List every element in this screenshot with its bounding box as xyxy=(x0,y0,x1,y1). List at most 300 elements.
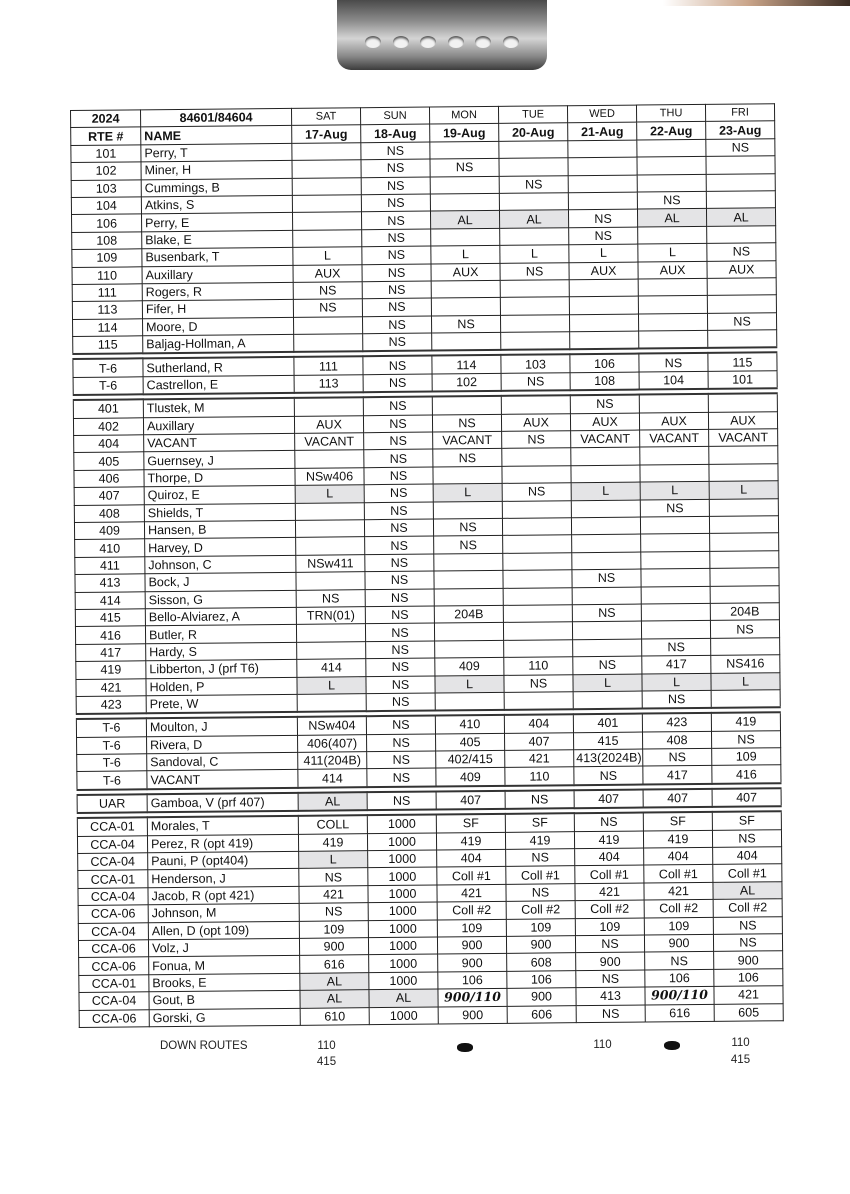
cell-mon: VACANT xyxy=(433,431,502,449)
cell-sat: L xyxy=(293,247,362,265)
cell-wed: 109 xyxy=(575,918,644,936)
carrier-name: Baljag-Hollman, A xyxy=(143,334,294,353)
carrier-name: Perry, T xyxy=(141,143,292,162)
cell-thu: 407 xyxy=(643,789,712,808)
cell-sat xyxy=(293,316,362,334)
cell-sat xyxy=(297,641,366,659)
cell-fri: 900 xyxy=(714,951,783,969)
cell-thu: L xyxy=(638,244,707,262)
cell-tue: 900 xyxy=(506,936,575,954)
cell-fri: AL xyxy=(706,208,775,226)
cell-sat xyxy=(292,177,361,195)
cell-sun: NS xyxy=(362,281,431,299)
cell-fri: NS xyxy=(707,312,776,330)
route-number: T-6 xyxy=(77,736,147,754)
cell-mon: Coll #2 xyxy=(437,902,506,920)
cell-fri: NS416 xyxy=(711,655,780,673)
cell-wed: NS xyxy=(574,766,643,785)
cell-sun: NS xyxy=(367,791,436,810)
cell-fri: 404 xyxy=(713,847,782,865)
cell-fri xyxy=(707,295,776,313)
cell-thu: 900/110 xyxy=(645,986,714,1004)
cell-tue xyxy=(503,587,572,605)
carrier-name: Gout, B xyxy=(149,990,300,1009)
cell-tue xyxy=(503,570,572,588)
cell-wed: 106 xyxy=(570,354,639,373)
cell-fri: 605 xyxy=(714,1003,783,1021)
cell-sat xyxy=(296,537,365,555)
cell-thu: L xyxy=(642,673,711,691)
carrier-name: Moore, D xyxy=(143,317,294,336)
cell-wed: AUX xyxy=(569,262,638,280)
carrier-name: Fifer, H xyxy=(142,300,293,319)
header-day-wed: WED xyxy=(567,105,636,123)
cell-tue xyxy=(502,466,571,484)
carrier-name: Libberton, J (prf T6) xyxy=(146,659,297,678)
route-number: UAR xyxy=(77,794,147,813)
carrier-name: Sisson, G xyxy=(145,590,296,609)
cell-tue xyxy=(503,535,572,553)
header-day-tue: TUE xyxy=(498,106,567,124)
cell-wed: NS xyxy=(570,395,639,414)
route-number: T-6 xyxy=(77,754,147,772)
route-number: 102 xyxy=(71,162,141,180)
cell-tue xyxy=(499,141,568,159)
cell-sun: 1000 xyxy=(368,885,437,903)
cell-mon: 106 xyxy=(438,971,507,989)
cell-sat: NS xyxy=(293,299,362,317)
cell-sun: NS xyxy=(366,676,435,694)
cell-thu: L xyxy=(640,482,709,500)
route-number: 423 xyxy=(76,696,146,715)
cell-wed xyxy=(569,279,638,297)
cell-thu: AL xyxy=(637,209,706,227)
header-date-tue: 20-Aug xyxy=(499,123,568,141)
cell-sun: 1000 xyxy=(369,954,438,972)
cell-sat: 616 xyxy=(300,955,369,973)
cell-mon: 409 xyxy=(436,768,505,787)
cell-thu: Coll #1 xyxy=(644,865,713,883)
cell-wed: 415 xyxy=(573,732,642,750)
cell-fri: 416 xyxy=(712,765,781,784)
carrier-name: Hansen, B xyxy=(144,520,295,539)
cell-sun: 1000 xyxy=(368,850,437,868)
cell-fri: 407 xyxy=(712,788,781,807)
carrier-name: Guernsey, J xyxy=(144,451,295,470)
cell-tue: AL xyxy=(499,210,568,228)
cell-sun: NS xyxy=(363,397,432,416)
cell-fri xyxy=(709,498,778,516)
cell-mon: NS xyxy=(434,536,503,554)
route-number: 415 xyxy=(75,609,145,627)
cell-mon: 114 xyxy=(432,355,501,374)
header-date-sun: 18-Aug xyxy=(361,124,430,142)
header-rte-label: RTE # xyxy=(71,127,141,145)
header-zips: 84601/84604 xyxy=(141,108,292,127)
cell-fri: AL xyxy=(713,881,782,899)
cell-sun: 1000 xyxy=(368,920,437,938)
cell-sun: 1000 xyxy=(367,815,436,834)
route-number: 408 xyxy=(74,504,144,522)
cell-tue: 110 xyxy=(505,767,574,786)
cell-fri xyxy=(707,225,776,243)
route-number: 404 xyxy=(74,435,144,453)
carrier-name: Morales, T xyxy=(147,816,298,835)
route-number: 115 xyxy=(73,336,143,355)
cell-sat: 406(407) xyxy=(298,734,367,752)
cell-wed: L xyxy=(573,674,642,692)
cell-wed: NS xyxy=(572,604,641,622)
cell-thu: 900 xyxy=(644,934,713,952)
cell-fri: NS xyxy=(707,243,776,261)
cell-tue: NS xyxy=(506,883,575,901)
cell-fri: SF xyxy=(712,811,781,830)
carrier-name: Fonua, M xyxy=(149,956,300,975)
cell-fri: 204B xyxy=(710,603,779,621)
cell-sat xyxy=(296,624,365,642)
cell-fri xyxy=(709,446,778,464)
cell-fri: 101 xyxy=(708,371,777,390)
cell-fri: AUX xyxy=(707,260,776,278)
cell-mon: L xyxy=(435,675,504,693)
carrier-name: Castrellon, E xyxy=(143,375,294,394)
cell-thu: 417 xyxy=(643,766,712,785)
cell-sat xyxy=(295,520,364,538)
cell-thu: 417 xyxy=(642,655,711,673)
carrier-name: Gamboa, V (prf 407) xyxy=(147,793,298,813)
carrier-name: Prete, W xyxy=(146,694,297,713)
cell-wed xyxy=(573,639,642,657)
cell-fri xyxy=(706,191,775,209)
cell-mon xyxy=(431,228,500,246)
cell-sat: AL xyxy=(300,972,369,990)
cell-mon: 409 xyxy=(435,657,504,675)
route-number: 405 xyxy=(74,452,144,470)
carrier-name: Tlustek, M xyxy=(143,398,294,417)
cell-mon xyxy=(434,553,503,571)
cell-wed: 421 xyxy=(575,883,644,901)
cell-sat: L xyxy=(295,485,364,503)
cell-wed: NS xyxy=(573,656,642,674)
carrier-name: Hardy, S xyxy=(146,642,297,661)
cell-mon: 402/415 xyxy=(436,750,505,768)
cell-fri: Coll #2 xyxy=(713,899,782,917)
cell-thu: NS xyxy=(639,353,708,372)
cell-thu: SF xyxy=(643,812,712,831)
cell-thu xyxy=(641,621,710,639)
header-day-thu: THU xyxy=(636,104,705,122)
cell-sat: 113 xyxy=(294,375,363,394)
cell-tue: Coll #2 xyxy=(506,901,575,919)
cell-sat: AUX xyxy=(293,264,362,282)
cell-tue xyxy=(500,314,569,332)
carrier-name: VACANT xyxy=(147,770,298,789)
cell-sun: 1000 xyxy=(368,937,437,955)
route-number: 104 xyxy=(71,197,141,215)
cell-tue xyxy=(502,448,571,466)
carrier-name: Atkins, S xyxy=(141,195,292,214)
cell-sun: NS xyxy=(366,716,435,735)
carrier-name: Blake, E xyxy=(142,230,293,249)
cell-tue xyxy=(499,193,568,211)
carrier-name: Sandoval, C xyxy=(147,752,298,771)
cell-sun: 1000 xyxy=(368,902,437,920)
cell-mon xyxy=(433,501,502,519)
cell-mon: NS xyxy=(430,159,499,177)
cell-tue: NS xyxy=(502,431,571,449)
route-number: 101 xyxy=(71,145,141,163)
route-number: 419 xyxy=(76,661,146,679)
cell-fri: NS xyxy=(713,934,782,952)
cell-thu xyxy=(641,534,710,552)
route-number: CCA-04 xyxy=(78,922,148,940)
header-day-fri: FRI xyxy=(705,104,774,122)
cell-wed xyxy=(571,517,640,535)
route-number: 402 xyxy=(73,417,143,435)
cell-tue: 606 xyxy=(507,1005,576,1023)
cell-mon: NS xyxy=(433,518,502,536)
cell-sat: 411(204B) xyxy=(298,752,367,770)
cell-fri: NS xyxy=(706,139,775,157)
cell-fri xyxy=(710,568,779,586)
cell-sat xyxy=(297,694,366,713)
cell-tue: Coll #1 xyxy=(506,866,575,884)
cell-sun: NS xyxy=(364,449,433,467)
cell-mon xyxy=(435,640,504,658)
cell-fri: L xyxy=(709,481,778,499)
route-number: CCA-01 xyxy=(78,870,148,888)
cell-thu: VACANT xyxy=(640,429,709,447)
cell-wed xyxy=(571,500,640,518)
cell-mon: SF xyxy=(436,814,505,833)
cell-thu: AUX xyxy=(638,261,707,279)
carrier-name: Butler, R xyxy=(145,625,296,644)
cell-tue: 421 xyxy=(505,750,574,768)
route-number: CCA-06 xyxy=(79,957,149,975)
carrier-name: Henderson, J xyxy=(148,869,299,888)
cell-fri: NS xyxy=(712,829,781,847)
cell-tue xyxy=(501,332,570,351)
cell-wed xyxy=(570,331,639,350)
cell-mon: L xyxy=(433,484,502,502)
cell-sat: NS xyxy=(299,868,368,886)
cell-fri: NS xyxy=(711,730,780,748)
cell-wed: NS xyxy=(568,209,637,227)
cell-fri xyxy=(707,278,776,296)
cell-sun: NS xyxy=(367,768,436,787)
header-day-sun: SUN xyxy=(360,107,429,125)
cell-thu xyxy=(638,226,707,244)
down-route-sat-1: 110 xyxy=(317,1040,336,1052)
cell-wed: NS xyxy=(576,970,645,988)
route-number: 401 xyxy=(73,400,143,419)
carrier-name: Bello-Alviarez, A xyxy=(145,607,296,626)
carrier-name: Perry, E xyxy=(142,213,293,232)
cell-sun: NS xyxy=(365,536,434,554)
cell-mon xyxy=(435,692,504,711)
cell-fri xyxy=(706,173,775,191)
binder-clip-holes xyxy=(365,36,519,50)
cell-tue xyxy=(500,297,569,315)
cell-fri: 419 xyxy=(711,712,780,731)
cell-sat xyxy=(294,397,363,416)
carrier-name: Holden, P xyxy=(146,677,297,696)
cell-thu: NS xyxy=(642,690,711,709)
cell-sat: COLL xyxy=(298,815,367,834)
carrier-name: Sutherland, R xyxy=(143,357,294,376)
cell-sun: NS xyxy=(364,467,433,485)
cell-wed: 401 xyxy=(573,714,642,733)
cell-tue: AUX xyxy=(501,413,570,431)
cell-tue: 608 xyxy=(507,953,576,971)
cell-mon: Coll #1 xyxy=(437,867,506,885)
carrier-name: Jacob, R (opt 421) xyxy=(148,886,299,905)
cell-mon xyxy=(432,332,501,351)
cell-tue: NS xyxy=(499,175,568,193)
cell-thu: NS xyxy=(640,499,709,517)
cell-wed: VACANT xyxy=(571,430,640,448)
cell-tue xyxy=(504,692,573,711)
route-number: 103 xyxy=(71,179,141,197)
route-number: T-6 xyxy=(76,719,146,738)
cell-wed xyxy=(568,175,637,193)
carrier-name: VACANT xyxy=(144,433,295,452)
cell-tue xyxy=(503,552,572,570)
route-schedule-table xyxy=(70,103,784,1028)
cell-thu: 408 xyxy=(642,731,711,749)
cell-wed: Coll #1 xyxy=(575,865,644,883)
cell-wed xyxy=(568,192,637,210)
cell-wed xyxy=(569,296,638,314)
cell-sun: NS xyxy=(361,142,430,160)
cell-tue xyxy=(500,227,569,245)
cell-sat: NSw406 xyxy=(295,468,364,486)
cell-thu: AUX xyxy=(639,412,708,430)
cell-wed: Coll #2 xyxy=(575,900,644,918)
cell-fri xyxy=(708,393,777,412)
route-number: 416 xyxy=(75,626,145,644)
route-number: CCA-06 xyxy=(78,905,148,923)
cell-wed: L xyxy=(569,244,638,262)
carrier-name: Moulton, J xyxy=(146,717,297,736)
cell-sat: 610 xyxy=(300,1007,369,1025)
cell-fri xyxy=(709,464,778,482)
cell-tue: 404 xyxy=(504,714,573,733)
cell-tue: NS xyxy=(502,483,571,501)
carrier-name: Auxillary xyxy=(143,416,294,435)
cell-tue xyxy=(500,280,569,298)
cell-sun: NS xyxy=(366,693,435,712)
cell-wed: 900 xyxy=(576,952,645,970)
cell-sat: NS xyxy=(299,903,368,921)
cell-sat xyxy=(292,212,361,230)
carrier-name: Shields, T xyxy=(144,503,295,522)
carrier-name: Allen, D (opt 109) xyxy=(148,921,299,940)
route-number: CCA-04 xyxy=(78,888,148,906)
cell-sun: NS xyxy=(367,751,436,769)
header-date-sat: 17-Aug xyxy=(292,125,361,143)
cell-wed: NS xyxy=(569,227,638,245)
cell-thu xyxy=(638,313,707,331)
cell-tue xyxy=(504,639,573,657)
route-number: T-6 xyxy=(73,377,143,396)
binder-clip xyxy=(337,0,547,70)
cell-sat xyxy=(292,195,361,213)
cell-wed: 413 xyxy=(576,987,645,1005)
header-date-thu: 22-Aug xyxy=(637,122,706,140)
cell-wed: 407 xyxy=(574,789,643,808)
cell-tue: 407 xyxy=(505,732,574,750)
cell-sat: VACANT xyxy=(295,433,364,451)
ink-blot-thu xyxy=(637,1036,706,1053)
cell-mon: 404 xyxy=(437,849,506,867)
cell-mon: 102 xyxy=(432,373,501,392)
cell-sun: 1000 xyxy=(369,1007,438,1025)
cell-thu xyxy=(641,603,710,621)
cell-tue: NS xyxy=(501,373,570,392)
cell-thu xyxy=(637,157,706,175)
carrier-name: Busenbark, T xyxy=(142,247,293,266)
cell-thu: 419 xyxy=(643,830,712,848)
cell-wed: NS xyxy=(574,813,643,832)
cell-tue: SF xyxy=(505,813,574,832)
route-number: 111 xyxy=(72,284,142,302)
route-number: T-6 xyxy=(77,771,147,790)
down-route-sat-2: 415 xyxy=(316,1056,337,1068)
cell-wed: NS xyxy=(572,569,641,587)
cell-sun: NS xyxy=(361,194,430,212)
cell-sun: NS xyxy=(362,229,431,247)
cell-sat xyxy=(293,229,362,247)
cell-wed: L xyxy=(571,482,640,500)
route-number: CCA-04 xyxy=(78,853,148,871)
cell-sun: NS xyxy=(365,589,434,607)
cell-mon: 204B xyxy=(434,605,503,623)
cell-mon: 410 xyxy=(435,715,504,734)
route-number: CCA-04 xyxy=(79,992,149,1010)
route-number: CCA-06 xyxy=(79,1009,149,1027)
cell-thu xyxy=(640,464,709,482)
cell-thu: 404 xyxy=(644,847,713,865)
route-number: 110 xyxy=(72,266,142,284)
route-number: 108 xyxy=(72,232,142,250)
cell-fri xyxy=(709,516,778,534)
carrier-name: Miner, H xyxy=(141,161,292,180)
cell-sat xyxy=(296,572,365,590)
down-route-wed-1: 110 xyxy=(593,1039,612,1051)
cell-thu xyxy=(637,139,706,157)
cell-sun: AL xyxy=(369,989,438,1007)
header-date-fri: 23-Aug xyxy=(706,121,775,139)
carrier-name: Bock, J xyxy=(145,573,296,592)
cell-sun: NS xyxy=(363,356,432,375)
cell-sun: NS xyxy=(364,519,433,537)
carrier-name: Pauni, P (opt404) xyxy=(148,851,299,870)
cell-thu: NS xyxy=(643,748,712,766)
cell-tue: NS xyxy=(500,262,569,280)
carrier-name: Rogers, R xyxy=(142,282,293,301)
route-number: 417 xyxy=(76,644,146,662)
cell-thu xyxy=(641,569,710,587)
route-number: 407 xyxy=(74,487,144,505)
cell-fri xyxy=(710,533,779,551)
cell-mon: NS xyxy=(431,315,500,333)
carrier-name: Gorski, G xyxy=(149,1008,300,1027)
cell-mon xyxy=(432,396,501,415)
cell-sat xyxy=(292,160,361,178)
carrier-name: Johnson, M xyxy=(148,904,299,923)
cell-mon xyxy=(430,141,499,159)
